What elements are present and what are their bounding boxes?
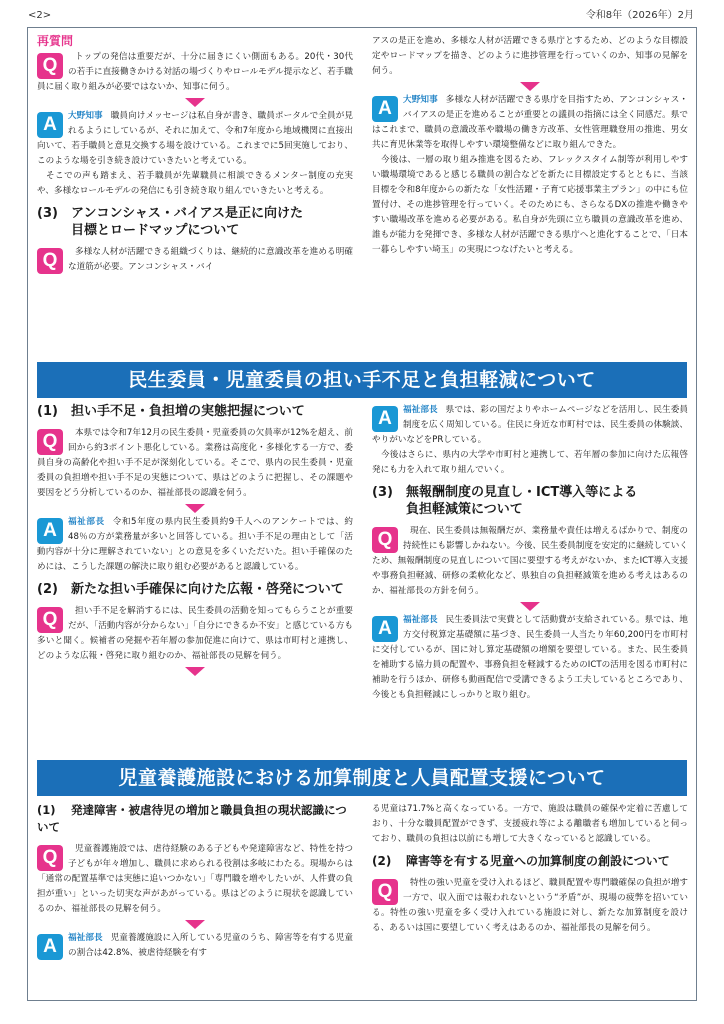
- question-block: [37, 50, 353, 95]
- answerer-name: 福祉部長: [68, 517, 105, 527]
- issue-date: 令和8年（2026年）2月: [585, 10, 694, 21]
- question-block: [37, 426, 353, 501]
- question-block: [37, 842, 353, 917]
- answer-icon: A: [37, 112, 63, 138]
- answer-text: 多様な人材が活躍できる県庁を目指すため、アンコンシャス・バイアスの是正を進めることが重要との議員の指摘には全く同感だ。県ではこれまで、職員の意識改革や職場の働き方改革、女性管理職登用の推進、男女共に育児休業等を取得しやすい環境整備などに取り組んできた。: [372, 95, 688, 150]
- question-text: 現在、民生委員は無報酬だが、業務量や責任は増えるばかりで、制度の持続性にも影響しかねない。今後、民生委員制度を安定的に継続していくため、無報酬制度の見直しについて国に要望する考えがないか、またICT導入支援や事務負担軽減、研修の柔軟化など、県独自の負担軽減策を進める考えはあるのか、福祉部長の方針を伺う。: [372, 526, 688, 596]
- answer-text: 令和5年度の県内民生委員約9千人へのアンケートでは、約48％の方が業務量が多いと回答している。担い手不足の理由として「活動内容が十分に理解されていない」との意見を多くいただいた。担い手確保のためには、こうした課題の解決に取り組む必要があると認識している。: [37, 517, 353, 572]
- answerer-name: 福祉部長: [403, 405, 438, 415]
- answer-icon: A: [372, 96, 398, 122]
- question-block: [37, 245, 353, 275]
- re-question-label: 再質問: [37, 34, 74, 48]
- question-text: トップの発信は重要だが、十分に届きにくい側面もある。20代・30代の若手に直接働きかける対話の場づくりやロールモデル提示など、若手職員に届く取り組みが必要ではないか、知事に伺う。: [37, 52, 353, 92]
- answer-text: そこでの声も踏まえ、若手職員が先輩職員に相談できるメンター制度の充実や、多様なロールモデルの発信にも引き続き取り組んでいきたいと考える。: [37, 171, 353, 196]
- answer-block: [372, 403, 688, 478]
- right-bottom-column: [372, 802, 688, 936]
- left-middle-column: [37, 403, 353, 678]
- answerer-name: 福祉部長: [403, 615, 438, 625]
- answer-text: 児童養護施設に入所している児童のうち、障害等を有する児童の割合は42.8%、被虐待経験を有す: [68, 933, 353, 958]
- answer-block: [372, 93, 688, 258]
- down-arrow-icon: [185, 98, 205, 107]
- question-block: [37, 604, 353, 664]
- section-heading: (3) アンコンシャス・バイアス是正に向けた 目標とロードマップについて: [37, 206, 303, 238]
- answer-block: [37, 515, 353, 575]
- section-heading: (3) 無報酬制度の見直し・ICT導入等による 負担軽減策について: [372, 485, 638, 517]
- section-heading: (1) 担い手不足・負担増の実態把握について: [37, 404, 305, 419]
- right-top-column: [372, 34, 688, 258]
- question-block: [372, 876, 688, 936]
- answerer-name: 大野知事: [68, 111, 103, 121]
- left-bottom-column: [37, 802, 353, 961]
- answer-text: 県では、彩の国だよりやホームページなどを活用し、民生委員制度を広く周知している。住民に身近な市町村では、民生委員の体験談、やりがいなどをPRしている。: [372, 405, 688, 445]
- question-icon: Q: [372, 527, 398, 553]
- section-heading: (2) 障害等を有する児童への加算制度の創設について: [372, 854, 670, 868]
- answer-text: 職員向けメッセージは私自身が書き、職員ポータルで全員が見れるようにしているが、それに加えて、令和7年度から地域機関に直接出向いて、若手職員と意見交換する場を設けている。これまでに5回実施しており、このような場を引き続き設けていきたいと考えている。: [37, 111, 353, 166]
- answer-text: 今後は、一層の取り組み推進を図るため、フレックスタイム制等が利用しやすい職場環境であると感じる職員の割合などを新たに目標設定するとともに、当該目標を令和8年度からの新たな「女性活躍・子育て応援事業主プラン」の中にも位置付け、その進捗管理を行っていく。そのためにも、さらなるDXの推進や働きやすい職場改革を進める必要がある。私自身が先頭に立ち職員の意識改革を進め、誰もが能力を発揮でき、多様な人材が活躍できる県庁へと進化することで、「日本一暮らしやすい埼玉」の実現につなげたいと考える。: [372, 155, 688, 255]
- question-text: アスの是正を進め、多様な人材が活躍できる県庁とするため、どのような目標設定やロードマップを描き、どのように進捗管理を行っていくのか、知事の見解を伺う。: [372, 36, 688, 76]
- section-heading: (1) 発達障害・被虐待児の増加と職員負担の現状認識について: [37, 803, 347, 834]
- down-arrow-icon: [520, 82, 540, 91]
- right-middle-column: [372, 403, 688, 703]
- question-text: 担い手不足を解消するには、民生委員の活動を知ってもらうことが重要だが、「活動内容が分からない」「自分にできるか不安」と感じている方も多いと聞く。候補者の発掘や若年層の参加促進に向けて、県は市町村と連携し、どのような広報・啓発に取り組むのか、福祉部長の見解を伺う。: [37, 606, 353, 661]
- answer-icon: A: [372, 406, 398, 432]
- answerer-name: 大野知事: [403, 95, 438, 105]
- question-icon: Q: [37, 53, 63, 79]
- down-arrow-icon: [185, 667, 205, 676]
- answer-icon: A: [37, 934, 63, 960]
- page-number: <2>: [28, 10, 52, 21]
- question-icon: Q: [37, 607, 63, 633]
- section-banner: 児童養護施設における加算制度と人員配置支援について: [37, 760, 687, 796]
- section-heading: (2) 新たな担い手確保に向けた広報・啓発について: [37, 582, 344, 597]
- answer-block: [37, 931, 353, 961]
- question-icon: Q: [372, 879, 398, 905]
- answer-block: [372, 613, 688, 703]
- down-arrow-icon: [520, 602, 540, 611]
- down-arrow-icon: [185, 920, 205, 929]
- question-text: 本県では令和7年12月の民生委員・児童委員の欠員率が12%を超え、前回から約3ポイント悪化している。業務は高度化・多様化する一方で、委員自身の高齢化や担い手不足が深刻化している。そこで、県内の民生委員・児童委員の負担増や担い手不足の実態について、県はどのように把握し、その課題や要因をどう分析しているのか、福祉部長の認識を伺う。: [37, 428, 353, 498]
- answerer-name: 福祉部長: [68, 933, 103, 943]
- answer-text: 今後はさらに、県内の大学や市町村と連携して、若年層の参加に向けた広報啓発にも力を入れて取り組んでいく。: [372, 450, 688, 475]
- answer-icon: A: [372, 616, 398, 642]
- question-icon: Q: [37, 248, 63, 274]
- answer-block: [37, 109, 353, 199]
- left-top-column: [37, 34, 353, 275]
- section-banner: 民生委員・児童委員の担い手不足と負担軽減について: [37, 362, 687, 398]
- answer-text: る児童は71.7%と高くなっている。一方で、施設は職員の確保や定着に苦慮しており、十分な職員配置ができず、支援疲れ等による離職者も増加していると伺っており、職員の負担は以前にも増して大きくなっていると認識している。: [372, 804, 688, 844]
- question-text: 特性の強い児童を受け入れるほど、職員配置や専門職確保の負担が増す一方で、収入面では報われないという“矛盾”が、現場の疲弊を招いている。特性の強い児童を多く受け入れている施設に対し、新たな加算制度を設ける、あるいは国に要望していく考えはあるのか、福祉部長の見解を伺う。: [372, 878, 688, 933]
- question-text: 児童養護施設では、虐待経験のある子どもや発達障害など、特性を持つ子どもが年々増加し、職員に求められる役割は多岐にわたる。現場からは「通常の配置基準では実態に追いつかない」「専門職を増やしたいが、人件費の負担が重い」といった切実な声があがっている。県はどのように現状を認識しているのか、福祉部長の見解を伺う。: [37, 844, 353, 914]
- question-text: 多様な人材が活躍できる組織づくりは、継続的に意識改革を進める明確な道筋が必要。アンコンシャス・バイ: [68, 247, 353, 272]
- question-block: [372, 524, 688, 599]
- question-icon: Q: [37, 845, 63, 871]
- question-icon: Q: [37, 429, 63, 455]
- answer-icon: A: [37, 518, 63, 544]
- answer-text: 民生委員法で実費として活動費が支給されている。県では、地方交付税算定基礎額に基づき、民生委員一人当たり年60,200円を市町村に交付しているが、国に対し算定基礎額の増額を要望している。また、民生委員を補助する協力員の配置や、事務負担を軽減するためのICTの活用を図る市町村に補助を行うほか、研修も動画配信で受講できるよう工夫しているところであり、今後とも負担軽減にしっかりと取り組む。: [372, 615, 688, 700]
- down-arrow-icon: [185, 504, 205, 513]
